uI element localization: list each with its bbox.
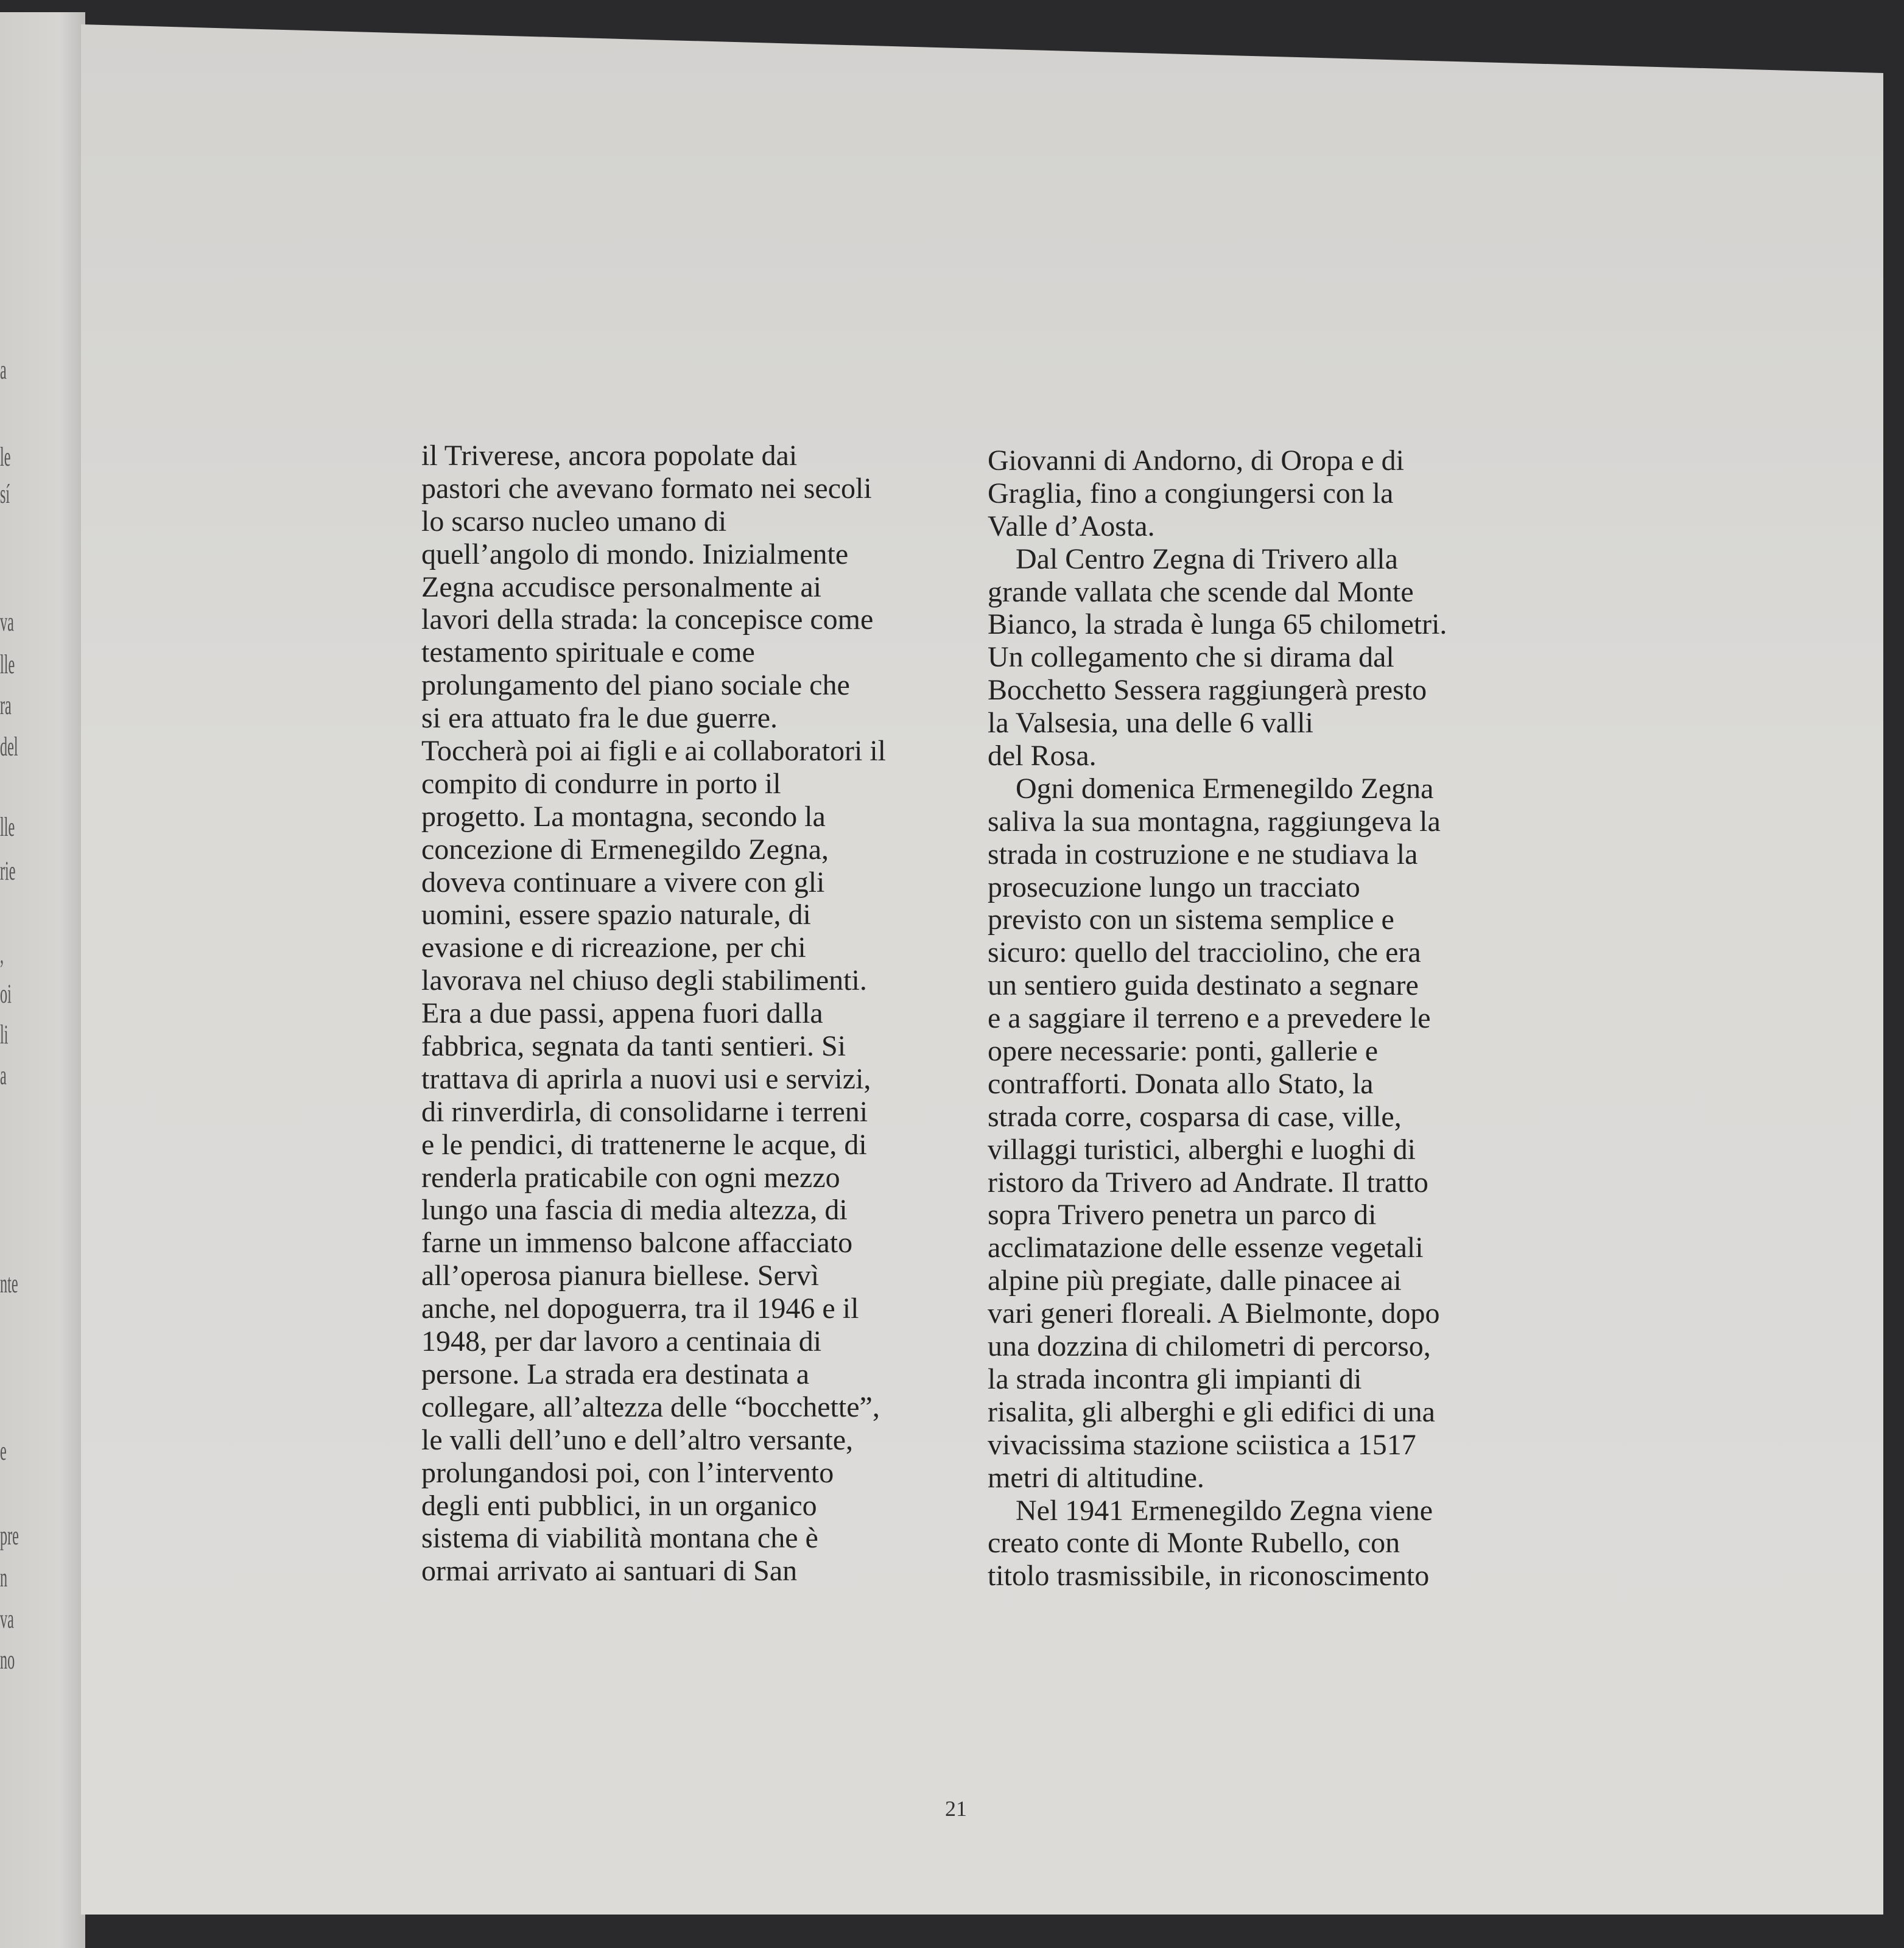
- text-line: Nel 1941 Ermenegildo Zegna viene: [1016, 1494, 1433, 1527]
- text-line: concezione di Ermenegildo Zegna,: [421, 833, 829, 866]
- text-line: prolungamento del piano sociale che: [421, 669, 850, 702]
- text-line: testamento spirituale e come: [421, 636, 755, 669]
- facing-page-text-fragment: ra: [0, 690, 12, 720]
- facing-page-text-fragment: li: [0, 1020, 9, 1049]
- text-line: fabbrica, segnata da tanti sentieri. Si: [421, 1030, 846, 1063]
- text-line: contrafforti. Donata allo Stato, la: [988, 1067, 1374, 1100]
- text-line: all’operosa pianura biellese. Servì: [421, 1260, 820, 1292]
- text-line: Toccherà poi ai figli e ai collaboratori il: [421, 735, 886, 768]
- text-line: Giovanni di Andorno, di Oropa e di: [988, 444, 1404, 477]
- facing-page-text-fragment: va: [0, 607, 14, 637]
- text-line: lavorava nel chiuso degli stabilimenti.: [421, 964, 867, 997]
- facing-page-text-fragment: pre: [0, 1521, 19, 1550]
- text-column-left: [421, 440, 886, 1588]
- text-line: quell’angolo di mondo. Inizialmente: [421, 538, 849, 570]
- text-line: vivacissima stazione sciistica a 1517: [988, 1428, 1416, 1461]
- text-line: del Rosa.: [988, 740, 1097, 773]
- text-line: le valli dell’uno e dell’altro versante,: [421, 1423, 854, 1456]
- text-line: Un collegamento che si dirama dal: [988, 641, 1394, 674]
- facing-page-text-fragment: nte: [0, 1269, 18, 1298]
- text-line: sopra Trivero penetra un parco di: [988, 1199, 1377, 1232]
- text-line: Zegna accudisce personalmente ai: [421, 570, 821, 603]
- text-line: collegare, all’altezza delle “bocchette”,: [421, 1390, 880, 1423]
- text-line: evasione e di ricreazione, per chi: [421, 931, 806, 964]
- text-line: lavori della strada: la concepisce come: [421, 603, 874, 636]
- facing-page-text-fragment: del: [0, 732, 18, 762]
- text-line: il Triverese, ancora popolate dai: [421, 440, 798, 472]
- text-line: un sentiero guida destinato a segnare: [988, 969, 1419, 1002]
- text-line: villaggi turistici, alberghi e luoghi di: [988, 1133, 1416, 1166]
- text-line: acclimatazione delle essenze vegetali: [988, 1232, 1424, 1264]
- text-line: ormai arrivato ai santuari di San: [421, 1555, 798, 1588]
- facing-page-text-fragment: a: [0, 355, 7, 385]
- facing-page-text-fragment: va: [0, 1604, 14, 1634]
- text-line: opere necessarie: ponti, gallerie e: [988, 1035, 1379, 1068]
- text-line: pastori che avevano formato nei secoli: [421, 472, 872, 505]
- text-line: prolungandosi poi, con l’intervento: [421, 1456, 834, 1489]
- text-line: risalita, gli alberghi e gli edifici di una: [988, 1395, 1435, 1428]
- text-line: lungo una fascia di media altezza, di: [421, 1194, 848, 1227]
- text-line: la strada incontra gli impianti di: [988, 1362, 1362, 1395]
- facing-page-text-fragment: a: [0, 1060, 7, 1090]
- text-line: grande vallata che scende dal Monte: [988, 575, 1414, 608]
- text-line: 1948, per dar lavoro a centinaia di: [421, 1325, 822, 1358]
- text-line: si era attuato fra le due guerre.: [421, 702, 778, 735]
- text-line: prosecuzione lungo un tracciato: [988, 871, 1360, 903]
- text-column-right: [988, 444, 1447, 1592]
- text-line: Dal Centro Zegna di Trivero alla: [1016, 542, 1398, 575]
- book-page: [81, 24, 1883, 1915]
- text-line: e le pendici, di trattenerne le acque, di: [421, 1128, 867, 1161]
- text-line: una dozzina di chilometri di percorso,: [988, 1330, 1431, 1363]
- text-line: saliva la sua montagna, raggiungeva la: [988, 805, 1441, 838]
- page-number: 21: [945, 1796, 967, 1821]
- facing-page-text-fragment: oi: [0, 979, 12, 1009]
- facing-page-text-fragment: e: [0, 1436, 7, 1466]
- text-line: progetto. La montagna, secondo la: [421, 800, 826, 833]
- facing-page-text-fragment: ,: [0, 939, 4, 969]
- text-line: creato conte di Monte Rubello, con: [988, 1527, 1400, 1560]
- facing-page-text-fragment: le: [0, 442, 11, 472]
- text-line: Ogni domenica Ermenegildo Zegna: [1016, 772, 1434, 805]
- facing-page-edge: [0, 12, 85, 1948]
- facing-page-text-fragment: rie: [0, 856, 16, 886]
- text-line: sicuro: quello del tracciolino, che era: [988, 936, 1421, 969]
- text-line: vari generi floreali. A Bielmonte, dopo: [988, 1297, 1440, 1330]
- text-line: strada corre, cosparsa di case, ville,: [988, 1100, 1402, 1133]
- text-line: renderla praticabile con ogni mezzo: [421, 1161, 840, 1194]
- text-line: di rinverdirla, di consolidarne i terreni: [421, 1095, 868, 1128]
- text-line: degli enti pubblici, in un organico: [421, 1489, 817, 1522]
- facing-page-text-fragment: lle: [0, 650, 15, 679]
- text-line: lo scarso nucleo umano di: [421, 505, 727, 538]
- text-line: Bocchetto Sessera raggiungerà presto: [988, 674, 1427, 707]
- text-line: compito di condurre in porto il: [421, 767, 781, 800]
- text-line: doveva continuare a vivere con gli: [421, 866, 825, 899]
- facing-page-text-fragment: lle: [0, 812, 15, 842]
- text-line: anche, nel dopoguerra, tra il 1946 e il: [421, 1292, 859, 1325]
- text-line: farne un immenso balcone affacciato: [421, 1227, 853, 1260]
- text-line: la Valsesia, una delle 6 valli: [988, 707, 1313, 740]
- text-line: sistema di viabilità montana che è: [421, 1522, 818, 1555]
- text-line: alpine più pregiate, dalle pinacee ai: [988, 1264, 1402, 1297]
- facing-page-text-fragment: sí: [0, 479, 10, 509]
- text-line: Graglia, fino a congiungersi con la: [988, 477, 1394, 510]
- text-line: previsto con un sistema semplice e: [988, 903, 1394, 936]
- facing-page-text-fragment: no: [0, 1645, 15, 1675]
- text-line: Bianco, la strada è lunga 65 chilometri.: [988, 608, 1447, 641]
- text-line: strada in costruzione e ne studiava la: [988, 838, 1418, 871]
- text-line: e a saggiare il terreno e a prevedere le: [988, 1002, 1431, 1035]
- text-line: ristoro da Trivero ad Andrate. Il tratto: [988, 1166, 1428, 1199]
- text-line: titolo trasmissibile, in riconoscimento: [988, 1560, 1430, 1592]
- text-line: Era a due passi, appena fuori dalla: [421, 997, 823, 1030]
- text-line: persone. La strada era destinata a: [421, 1358, 810, 1390]
- text-line: metri di altitudine.: [988, 1461, 1204, 1494]
- text-line: Valle d’Aosta.: [988, 510, 1155, 542]
- facing-page-text-fragment: n: [0, 1563, 8, 1592]
- text-line: trattava di aprirla a nuovi usi e servizi,: [421, 1062, 871, 1095]
- text-line: uomini, essere spazio naturale, di: [421, 899, 811, 931]
